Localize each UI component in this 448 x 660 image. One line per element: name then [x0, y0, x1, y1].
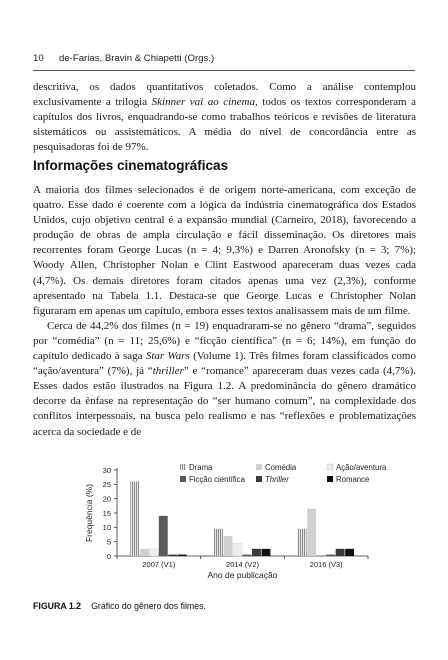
bar-5-cat-3 [336, 549, 345, 556]
bar-2-cat-2 [224, 536, 233, 556]
bar-1-cat-3 [298, 529, 307, 556]
running-title: de-Farias, Bravin & Chiapetti (Orgs.) [59, 53, 215, 64]
legend-swatch-4 [180, 476, 186, 482]
running-header [33, 53, 415, 64]
bar-3-cat-2 [233, 543, 242, 556]
x-tick-label: 2014 (V2) [226, 560, 259, 569]
header-rule [33, 70, 415, 71]
legend-swatch-6 [327, 476, 333, 482]
legend-swatch-3 [327, 464, 333, 470]
body-paragraphs [33, 183, 416, 440]
bar-6-cat-3 [345, 549, 354, 556]
bar-1-cat-2 [214, 529, 223, 556]
intro-italic-title: Skinner vai ao cinema [151, 96, 256, 109]
x-tick-label: 2007 (V1) [142, 560, 176, 569]
legend-label-6: Romance [336, 475, 370, 484]
y-tick-label: 25 [102, 480, 111, 490]
legend-label-2: Comédia [265, 463, 297, 472]
p2-text-2: (Volume 1). Três filmes foram classificados como “ação/aventura” (7%), já “ [33, 350, 416, 378]
intro-paragraph [33, 80, 416, 155]
bar-2-cat-3 [307, 509, 316, 556]
p2-italic-thriller: thriller [152, 365, 184, 378]
y-axis-title: Frequência (%) [84, 483, 94, 543]
legend-swatch-1 [180, 464, 186, 470]
p2-text-3: ” e “romance” apareceram duas vezes cada (4,7%). Esses dados estão ilustrados na Figura 1.2. A predominância do gênero dramático decorre da ênfase na representação do “ser humano comum”, na complexidade dos conflitos interpessoais, na busca pelo realismo e nas “reflexões e problematizações acerca da sociedade e de [33, 365, 416, 438]
legend-label-3: Ação/aventura [336, 463, 387, 472]
p2-text-1: Cerca de 44,2% dos filmes (n = 19) enquadraram-se no gênero “drama”, seguidos por “comédia” (n = 11; 25,6%) e “ficção científica” (n = 6; 14%), em função do capítulo dedicado à saga [33, 319, 416, 363]
y-tick-label: 20 [102, 494, 111, 504]
bar-2-cat-1 [140, 549, 149, 556]
legend-label-5: Thriller [265, 475, 289, 484]
bar-1-cat-1 [130, 481, 139, 556]
y-tick-label: 15 [102, 508, 111, 518]
bar-4-cat-3 [326, 555, 335, 556]
legend-swatch-2 [256, 464, 262, 470]
paragraph-1: A maioria dos filmes selecionados é de origem norte-americana, com exceção de quatro. Esse dado é coerente com a lógica da indústria cinematográfica dos Estados Unidos, cujo objetivo central é a expansão mundial (Carneiro, 2018), favorecendo a produção de obras de ampla circulação e fácil disseminação. Os diretores mais recorrentes foram George Lucas (n = 4; 9,3%) e Darren Aronofsky (n = 3; 7%); Woody Allen, Christopher Nolan e Clint Eastwood apareceram duas vezes cada (4,7%). Os demais diretores foram citados apenas uma vez (2,3%), conforme apresentado na Tabela 1.1. Destaca-se que George Lucas e Christopher Nolan figuraram em apenas um capítulo, embora esses textos analisassem mais de um filme. [33, 184, 416, 317]
bar-4-cat-2 [243, 555, 252, 556]
y-tick-label: 5 [106, 537, 111, 547]
paragraph-2 [33, 319, 416, 440]
y-tick-label: 10 [102, 523, 111, 533]
legend-swatch-5 [256, 476, 262, 482]
figure-caption [33, 601, 206, 611]
y-tick-label: 30 [102, 465, 111, 475]
bar-5-cat-2 [252, 549, 261, 556]
x-tick-label: 2016 (V3) [309, 560, 343, 569]
y-tick-label: 0 [106, 551, 111, 561]
chart-svg [80, 458, 387, 593]
figure-label: FIGURA 1.2 [33, 601, 82, 611]
page-number: 10 [33, 53, 44, 64]
bar-3-cat-1 [149, 549, 158, 556]
figure-caption-text: Gráfico do gênero dos filmes. [91, 601, 206, 611]
intro-text-2: , todos os textos corresponderam a capítulos dos livros, enquadrando-se como trabalhos teóricos e revisões de literatura sistemáticos ou assistemáticos. A média do nível de concordância entre as pesquisadoras foi de 97%. [33, 96, 416, 154]
bar-6-cat-2 [262, 549, 271, 556]
genre-bar-chart [80, 458, 387, 593]
section-heading: Informações cinematográficas [33, 158, 229, 173]
x-axis-title: Ano de publicação [207, 570, 278, 580]
p2-italic-starwars: Star Wars [145, 350, 190, 363]
bar-6-cat-1 [178, 555, 187, 556]
legend-label-1: Drama [189, 463, 213, 472]
legend-label-4: Ficção científica [189, 475, 245, 484]
bar-4-cat-1 [159, 516, 168, 556]
bar-5-cat-1 [168, 555, 177, 556]
intro-text-1: descritiva, os dados quantitativos coletados. Como a análise contemplou exclusivamente a trilogia [33, 81, 416, 109]
